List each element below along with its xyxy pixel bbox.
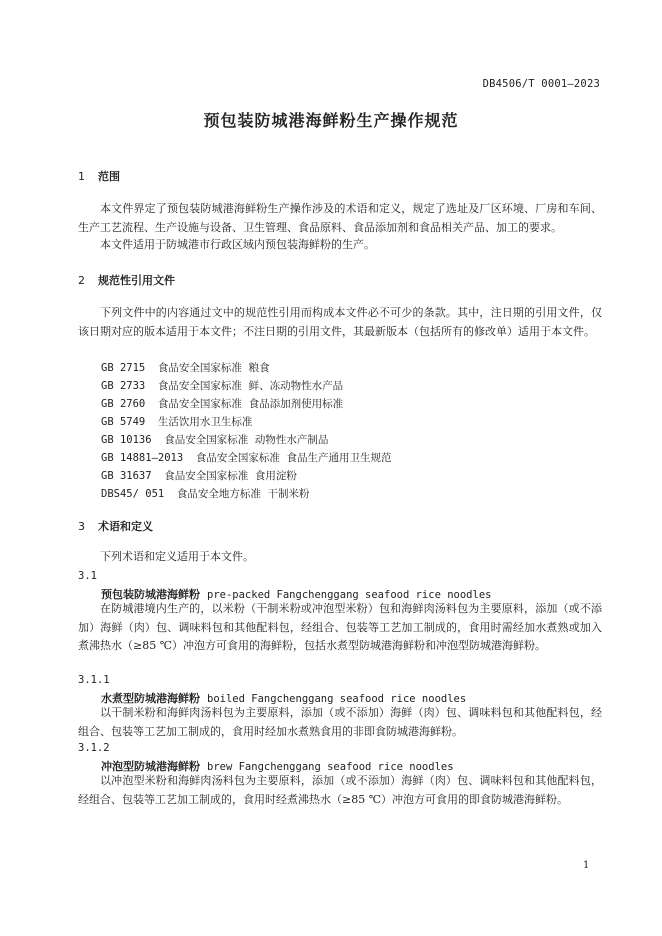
- reference-code: GB 2733: [101, 380, 146, 392]
- section-number: 2: [78, 274, 85, 287]
- document-title: 预包装防城港海鲜粉生产操作规范: [203, 111, 459, 130]
- term-zh: 冲泡型防城港海鲜粉: [101, 760, 200, 773]
- page-number: 1: [583, 860, 590, 871]
- reference-name: 食品安全地方标准 干制米粉: [176, 488, 310, 500]
- scope-paragraph: 本文件适用于防城港市行政区域内预包装海鲜粉的生产。: [100, 238, 375, 251]
- reference-item: [101, 360, 270, 375]
- term-definition: 以干制米粉和海鲜肉汤料包为主要原料，添加（或不添加）海鲜（肉）包、调味料包和其他配料包，经组合、包装等工艺加工制成的，食用时经加水煮熟食用的非即食防城港海鲜粉。: [78, 706, 602, 738]
- reference-code: GB 2760: [101, 398, 146, 410]
- section-number: 3: [78, 520, 85, 533]
- reference-item: [101, 468, 297, 483]
- reference-code: GB 31637: [101, 470, 152, 482]
- reference-name: 食品安全国家标准 食用淀粉: [164, 470, 297, 482]
- reference-name: 生活饮用水卫生标准: [157, 416, 253, 428]
- section-title: 术语和定义: [98, 520, 153, 533]
- section-title: 范围: [98, 170, 120, 183]
- reference-name: 食品安全国家标准 鲜、冻动物性水产品: [157, 380, 344, 392]
- reference-name: 食品安全国家标准 动物性水产制品: [164, 434, 329, 446]
- term-en: pre-packed Fangchenggang seafood rice noodles: [207, 589, 492, 601]
- reference-item: [101, 396, 343, 411]
- reference-code: GB 14881—2013: [101, 452, 184, 464]
- reference-item: [101, 414, 252, 429]
- clause-number: 3.1.2: [78, 742, 110, 754]
- section-title: 规范性引用文件: [98, 274, 175, 287]
- reference-name: 食品安全国家标准 粮食: [157, 362, 270, 374]
- section-number: 1: [78, 170, 85, 183]
- section-heading-scope: [78, 168, 120, 184]
- term-zh: 水煮型防城港海鲜粉: [101, 692, 200, 705]
- terms-intro: 下列术语和定义适用于本文件。: [100, 550, 254, 563]
- term-definition: 以冲泡型米粉和海鲜肉汤料包为主要原料，添加（或不添加）海鲜（肉）包、调味料包和其他配料包，经组合、包装等工艺加工制成的，食用时经煮沸热水（≥85 ℃）冲泡方可食用的即食防城港海鲜粉。: [78, 774, 602, 806]
- normative-intro: 下列文件中的内容通过文中的规范性引用而构成本文件必不可少的条款。其中，注日期的引用文件，仅该日期对应的版本适用于本文件；不注日期的引用文件，其最新版本（包括所有的修改单）适用于本文件。: [78, 306, 602, 338]
- reference-code: GB 10136: [101, 434, 152, 446]
- term-en: boiled Fangchenggang seafood rice noodles: [207, 693, 467, 705]
- reference-item: [101, 378, 343, 393]
- reference-item: [101, 450, 392, 465]
- reference-name: 食品安全国家标准 食品生产通用卫生规范: [195, 452, 392, 464]
- term-definition: 在防城港境内生产的，以米粉（干制米粉或冲泡型米粉）包和海鲜肉汤料包为主要原料，添加（或不添加）海鲜（肉）包、调味料包和其他配料包，经组合、包装等工艺加工制成的，食用时需经加水煮熟或加入煮沸热水（≥85 ℃）冲泡方可食用的海鲜粉，包括水煮型防城港海鲜粉和冲泡型防城港海鲜粉。: [78, 602, 602, 652]
- reference-code: GB 5749: [101, 416, 146, 428]
- reference-item: [101, 432, 328, 447]
- document-code: DB4506/T 0001—2023: [482, 78, 600, 90]
- term-en: brew Fangchenggang seafood rice noodles: [207, 761, 454, 773]
- clause-number: 3.1.1: [78, 674, 110, 686]
- scope-paragraph: 本文件界定了预包装防城港海鲜粉生产操作涉及的术语和定义，规定了选址及厂区环境、厂房和车间、生产工艺流程、生产设施与设备、卫生管理、食品原料、食品添加剂和食品相关产品、加工的要求。: [78, 202, 602, 234]
- reference-name: 食品安全国家标准 食品添加剂使用标准: [157, 398, 344, 410]
- clause-number: 3.1: [78, 570, 97, 582]
- reference-code: DBS45/ 051: [101, 488, 165, 500]
- reference-item: [101, 486, 310, 501]
- section-heading-terms: [78, 518, 153, 534]
- reference-code: GB 2715: [101, 362, 146, 374]
- section-heading-normative: [78, 272, 175, 288]
- term-zh: 预包装防城港海鲜粉: [101, 588, 200, 601]
